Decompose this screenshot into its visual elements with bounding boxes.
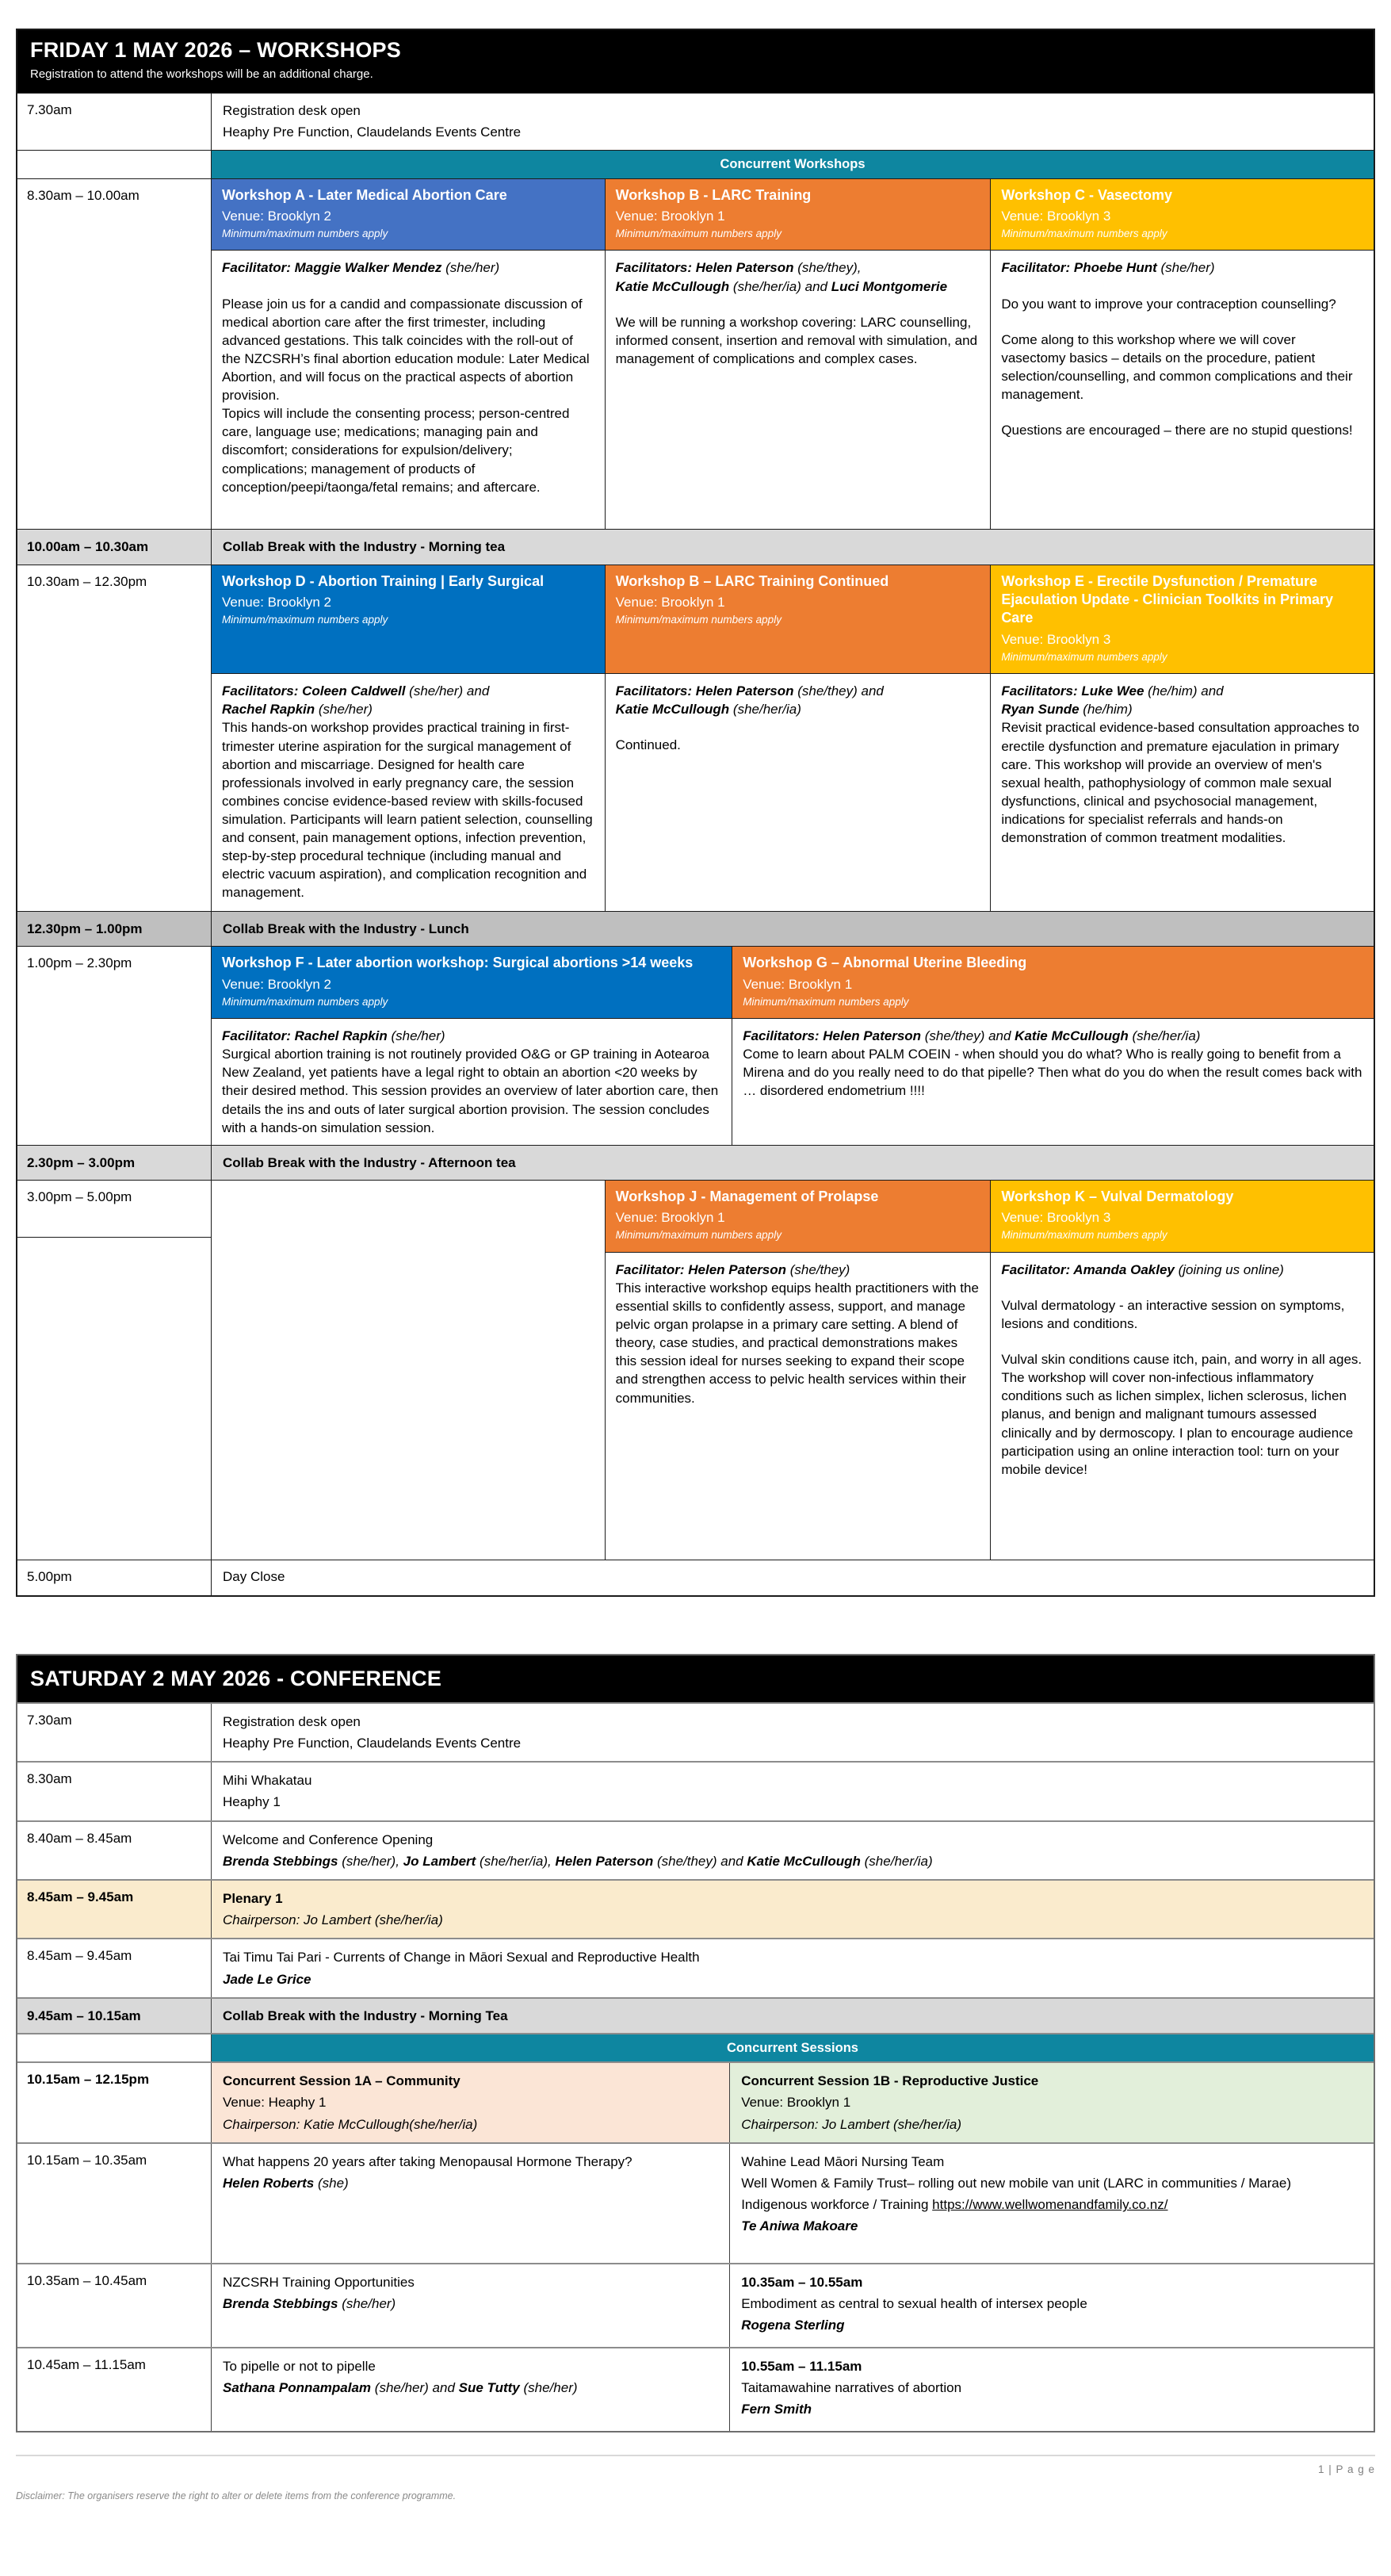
time-cell: 8.40am – 8.45am xyxy=(17,1822,212,1879)
workshop-c-title: Workshop C - Vasectomy xyxy=(1001,186,1173,203)
time-cell: 12.30pm – 1.00pm xyxy=(17,912,212,946)
facilitator-name: Facilitator: Rachel Rapkin xyxy=(222,1028,388,1044)
workshop-a-paragraph: Please join us for a candid and compassionate discussion of medical abortion care after the first trimester, including advanced gestations. This talk coincides with the roll-out of the NZCSRH’s final abortion education module: Later Medical Abortion, and will focus on the practical aspects of abortion provision. xyxy=(222,296,590,404)
workshop-f-header xyxy=(212,947,732,1018)
workshop-d-facilitators xyxy=(222,700,594,718)
session-1b-talk xyxy=(729,2348,1374,2431)
time-cell: 5.00pm xyxy=(17,1560,212,1595)
friday-session-2 xyxy=(17,565,1374,912)
workshop-j-header xyxy=(605,1181,991,1252)
friday-session-1 xyxy=(17,178,1374,530)
session-1a-title: Concurrent Session 1A – Community xyxy=(223,2073,460,2089)
session-1b-talk xyxy=(729,2264,1374,2347)
friday-registration-row xyxy=(17,93,1374,150)
session-1b-header xyxy=(729,2063,1374,2142)
workshop-k-paragraph: Vulval dermatology - an interactive session on symptoms, lesions and conditions. xyxy=(1001,1297,1345,1331)
workshop-a-description xyxy=(212,250,605,529)
facilitator-pronouns: (she/her) and xyxy=(405,683,490,699)
concurrent-workshops-bar: Concurrent Workshops xyxy=(212,151,1374,178)
saturday-conference-table xyxy=(16,1654,1375,2432)
saturday-title: SATURDAY 2 MAY 2026 - CONFERENCE xyxy=(30,1666,442,1690)
workshop-j-paragraph: This interactive workshop equips health practitioners with the essential skills to confidently assess, support, and manage pelvic organ prolapse in a primary care setting. A blend of theory, case studies, and practical demonstrations makes this session ideal for nurses seeking to expand their scope and strengthen access to pelvic health services within their communities. xyxy=(615,1280,979,1406)
time-cell-empty xyxy=(17,151,212,178)
keynote-speaker: Jade Le Grice xyxy=(223,1971,311,1987)
time-cell: 1.00pm – 2.30pm xyxy=(17,947,212,1145)
workshop-b-continued-paragraph: Continued. xyxy=(615,737,681,753)
session-1b-venue: Venue: Brooklyn 1 xyxy=(741,2095,851,2111)
facilitator-name: Facilitator: Amanda Oakley xyxy=(1001,1261,1175,1277)
friday-workshops-table xyxy=(16,29,1375,1597)
registration-venue: Heaphy Pre Function, Claudelands Events Centre xyxy=(223,1736,522,1751)
speaker-name: Helen Paterson xyxy=(555,1853,654,1869)
saturday-registration-row xyxy=(17,1702,1374,1761)
workshop-e-header xyxy=(990,565,1374,674)
speaker-pronouns: (she/her) xyxy=(338,2295,396,2311)
talk-title: What happens 20 years after taking Menopausal Hormone Therapy? xyxy=(223,2153,632,2169)
workshop-c-header xyxy=(990,179,1374,251)
session-1b-chairperson: Chairperson: Jo Lambert (she/her/ia) xyxy=(741,2116,961,2132)
time-cell: 7.30am xyxy=(17,94,212,150)
concurrent-sessions-bar-row xyxy=(17,2033,1374,2061)
facilitator-name: Facilitators: Helen Paterson xyxy=(615,683,794,699)
workshop-d-paragraph: This hands-on workshop provides practical training in first-trimester uterine aspiration for the surgical management of abortion and miscarriage. Designed for health care professionals involved in early pregnancy care, the session combines concise evidence-based review with skills-focused simulation. Participants will learn patient selection, counselling and consent, pain management options, infection prevention, step-by-step procedural technique (including manual and electric vacuum aspiration), and complication recognition and management. xyxy=(222,720,593,901)
workshop-e-description xyxy=(990,673,1374,911)
keynote-title: Tai Timu Tai Pari - Currents of Change in Māori Sexual and Reproductive Health xyxy=(223,1950,700,1965)
workshop-g-note: Minimum/maximum numbers apply xyxy=(743,995,909,1008)
concurrent-row-3 xyxy=(17,2347,1374,2431)
facilitator-pronouns: (she/they) and xyxy=(793,683,884,699)
saturday-day-header-inner xyxy=(17,1655,1374,1702)
registration-cell xyxy=(212,94,1374,150)
facilitator-pronouns: (joining us online) xyxy=(1174,1261,1284,1277)
facilitator-pronouns: (she/her) xyxy=(387,1028,445,1044)
break-label: Collab Break with the Industry - Morning Tea xyxy=(223,2008,508,2023)
facilitator-pronouns: (she/her/ia) xyxy=(729,702,801,718)
concurrent-row-2 xyxy=(17,2263,1374,2347)
workshop-f-venue: Venue: Brooklyn 2 xyxy=(222,976,331,992)
mihi-line: Mihi Whakatau xyxy=(223,1773,312,1789)
session-1b-talk xyxy=(729,2144,1374,2263)
session-1b-title: Concurrent Session 1B - Reproductive Justice xyxy=(741,2073,1039,2089)
speaker-name: Brenda Stebbings xyxy=(223,2295,338,2311)
concurrent-sessions-bar: Concurrent Sessions xyxy=(212,2034,1374,2061)
workshop-d-venue: Venue: Brooklyn 2 xyxy=(222,594,331,610)
welcome-title: Welcome and Conference Opening xyxy=(223,1832,434,1847)
workshop-e-facilitators xyxy=(1001,700,1363,718)
plenary-title: Plenary 1 xyxy=(223,1890,283,1906)
talk-title: NZCSRH Training Opportunities xyxy=(223,2274,415,2290)
workshop-b-facilitators xyxy=(616,278,980,296)
talk-line: Well Women & Family Trust– rolling out new mobile van unit (LARC in communities / Marae) xyxy=(741,2175,1291,2191)
speaker-pronouns: (she/they) and xyxy=(653,1853,747,1869)
time-cell: 9.45am – 10.15am xyxy=(17,1999,212,2033)
empty-slot-cell xyxy=(212,1181,605,1560)
welcome-row xyxy=(17,1820,1374,1879)
workshop-e-venue: Venue: Brooklyn 3 xyxy=(1001,631,1111,647)
workshop-a-note: Minimum/maximum numbers apply xyxy=(222,228,388,240)
workshop-j-note: Minimum/maximum numbers apply xyxy=(615,1229,781,1242)
talk-line xyxy=(741,2194,1362,2215)
speaker-name: Brenda Stebbings xyxy=(223,1853,338,1869)
workshop-k-venue: Venue: Brooklyn 3 xyxy=(1001,1210,1111,1226)
break-label: Collab Break with the Industry - Morning tea xyxy=(223,539,506,555)
facilitator-pronouns: (she/they) xyxy=(786,1261,850,1277)
speaker-name: Sue Tutty xyxy=(458,2379,520,2395)
facilitator-name: Facilitator: Maggie Walker Mendez xyxy=(222,260,442,276)
facilitator-name: Katie McCullough xyxy=(615,702,730,718)
saturday-day-header xyxy=(17,1655,1374,1702)
workshop-k-paragraph: Vulval skin conditions cause itch, pain, and worry in all ages. The workshop will cover non-infectious inflammatory conditions such as lichen simplex, lichen sclerosus, lichen planus, and benign and malignant tumours assessed clinically and by dermoscopy. I plan to encourage audience participation using an online interaction tool: turn on your mobile device! xyxy=(1001,1352,1362,1477)
speaker-name: Helen Roberts xyxy=(223,2175,315,2191)
facilitator-pronouns: (he/him) xyxy=(1079,702,1133,718)
workshop-b-continued-venue: Venue: Brooklyn 1 xyxy=(615,594,725,610)
time-cell: 10.30am – 12.30pm xyxy=(17,565,212,912)
workshop-d-title: Workshop D - Abortion Training | Early Surgical xyxy=(222,572,545,589)
time-label: 3.00pm – 5.00pm xyxy=(17,1181,211,1238)
talk-speaker xyxy=(223,2172,718,2194)
welcome-cell xyxy=(212,1822,1374,1879)
facilitator-pronouns: (she/her) xyxy=(315,702,373,718)
facilitator-name: Katie McCullough xyxy=(615,278,730,294)
workshop-b-description xyxy=(605,250,991,529)
workshop-c-venue: Venue: Brooklyn 3 xyxy=(1001,208,1111,224)
workshop-c-note: Minimum/maximum numbers apply xyxy=(1001,228,1167,240)
speaker-name: Sathana Ponnampalam xyxy=(223,2379,372,2395)
session-1a-talk xyxy=(212,2264,729,2347)
disclaimer-text: Disclaimer: The organisers reserve the right to alter or delete items from the conference programme. xyxy=(16,2490,457,2502)
time-cell: 7.30am xyxy=(17,1704,212,1761)
facilitator-name: Facilitator: Phoebe Hunt xyxy=(1001,260,1157,276)
speaker-pronouns: (she/her/ia), xyxy=(476,1853,556,1869)
registration-venue: Heaphy Pre Function, Claudelands Events Centre xyxy=(223,124,522,140)
workshop-k-header xyxy=(990,1181,1374,1252)
workshop-a-venue: Venue: Brooklyn 2 xyxy=(222,208,331,224)
workshop-k-note: Minimum/maximum numbers apply xyxy=(1001,1229,1167,1242)
workshop-e-note: Minimum/maximum numbers apply xyxy=(1001,650,1167,663)
workshop-k-facilitator xyxy=(1001,1261,1363,1279)
workshop-f-note: Minimum/maximum numbers apply xyxy=(222,995,388,1008)
workshop-b-facilitators xyxy=(616,258,980,277)
speaker-pronouns: (she/her) and xyxy=(371,2379,459,2395)
facilitator-name: Facilitators: Helen Paterson xyxy=(743,1028,922,1044)
workshop-d-facilitators xyxy=(222,682,594,700)
concurrent-row-1 xyxy=(17,2142,1374,2263)
facilitator-name: Facilitator: Helen Paterson xyxy=(615,1261,787,1277)
talk-title: Embodiment as central to sexual health of intersex people xyxy=(741,2295,1087,2311)
workshop-b-header xyxy=(605,179,991,251)
session-1a-talk xyxy=(212,2144,729,2263)
facilitator-pronouns: (she/her) xyxy=(441,260,500,276)
session-1a-venue: Venue: Heaphy 1 xyxy=(223,2095,327,2111)
workshop-g-description xyxy=(732,1018,1374,1145)
break-label: Collab Break with the Industry - Afternoon tea xyxy=(223,1154,516,1170)
workshop-b-note: Minimum/maximum numbers apply xyxy=(615,228,781,240)
facilitator-pronouns: (she/they), xyxy=(793,260,862,276)
session-1a-chairperson: Chairperson: Katie McCullough(she/her/ia) xyxy=(223,2116,478,2132)
workshop-a-paragraph: Topics will include the consenting process; person-centred care, language use; medications; managing pain and discomfort; considerations for expulsion/delivery; complications; management of products of conception/peepi/taonga/fetal remains; and aftercare. xyxy=(222,406,570,495)
mihi-whakatau-row xyxy=(17,1761,1374,1820)
speaker-pronouns: (she) xyxy=(314,2175,349,2191)
workshop-c-paragraph: Questions are encouraged – there are no stupid questions! xyxy=(1001,423,1353,438)
afternoon-tea-break-row xyxy=(17,1145,1374,1180)
facilitator-pronouns: (she/they) and xyxy=(921,1028,1015,1044)
workshop-f-title: Workshop F - Later abortion workshop: Surgical abortions >14 weeks xyxy=(222,955,694,971)
speaker-pronouns: (she/her) xyxy=(519,2379,578,2395)
talk-speakers xyxy=(223,2377,718,2398)
facilitator-name: Facilitators: Luke Wee xyxy=(1001,683,1145,699)
workshop-e-paragraph: Revisit practical evidence-based consultation approaches to erectile dysfunction and premature ejaculation in primary care. This workshop will provide an overview of men's sexual health, pathophysiology of common male sexual dysfunctions, clinical and psychosocial management, indications for specialist referrals and hands-on demonstration of common treatment modalities. xyxy=(1001,720,1360,846)
friday-session-3 xyxy=(17,946,1374,1145)
facilitator-name: Facilitators: Coleen Caldwell xyxy=(222,683,406,699)
talk-title: Taitamawahine narratives of abortion xyxy=(741,2379,962,2395)
speaker-pronouns: (she/her/ia) xyxy=(860,1853,933,1869)
session-1a-talk xyxy=(212,2348,729,2431)
time-cell: 8.45am – 9.45am xyxy=(17,1939,212,1996)
workshop-b-continued-description xyxy=(605,673,991,911)
talk-speaker xyxy=(223,2293,718,2314)
workshop-e-facilitators xyxy=(1001,682,1363,700)
workshop-b-continued-facilitators xyxy=(616,700,980,718)
facilitator-name: Luci Montgomerie xyxy=(831,278,948,294)
workshop-k-description xyxy=(990,1252,1374,1560)
facilitator-name: Katie McCullough xyxy=(1015,1028,1129,1044)
plenary-chairperson: Chairperson: Jo Lambert (she/her/ia) xyxy=(223,1912,443,1928)
break-label: Collab Break with the Industry - Lunch xyxy=(223,921,469,937)
time-cell: 10.00am – 10.30am xyxy=(17,530,212,564)
friday-day-header xyxy=(17,30,1374,93)
talk-speaker: Rogena Sterling xyxy=(741,2318,845,2333)
keynote-cell xyxy=(212,1939,1374,1996)
talk-speaker: Fern Smith xyxy=(741,2402,812,2417)
workshop-k-title: Workshop K – Vulval Dermatology xyxy=(1001,1188,1234,1204)
speaker-pronouns: (she/her), xyxy=(338,1853,403,1869)
facilitator-name: Rachel Rapkin xyxy=(222,702,315,718)
time-cell xyxy=(17,1181,212,1560)
talk-speaker: Te Aniwa Makoare xyxy=(741,2218,858,2234)
time-cell: 2.30pm – 3.00pm xyxy=(17,1146,212,1180)
workshop-a-header xyxy=(212,179,605,251)
plenary-row xyxy=(17,1879,1374,1938)
mihi-cell xyxy=(212,1763,1374,1820)
workshop-g-facilitators xyxy=(743,1027,1363,1045)
morning-tea-break-row xyxy=(17,529,1374,564)
friday-day-header-inner xyxy=(17,30,1374,93)
friday-title: FRIDAY 1 MAY 2026 – WORKSHOPS xyxy=(30,38,401,62)
concurrent-workshops-bar-row xyxy=(17,150,1374,178)
registration-cell xyxy=(212,1704,1374,1761)
talk-title: To pipelle or not to pipelle xyxy=(223,2358,376,2374)
workshop-a-facilitator xyxy=(222,258,594,277)
time-cell: 8.30am – 10.00am xyxy=(17,179,212,530)
workshop-c-paragraph: Come along to this workshop where we will cover vasectomy basics – details on the procedure, patient selection/counselling, and common complications and their management. xyxy=(1001,331,1353,402)
plenary-cell xyxy=(212,1881,1374,1938)
registration-line: Registration desk open xyxy=(223,103,361,119)
workshop-c-paragraph: Do you want to improve your contraception counselling? xyxy=(1001,296,1336,312)
workshop-d-header xyxy=(212,565,605,674)
workshop-d-description xyxy=(212,673,605,911)
workshop-j-description xyxy=(605,1252,991,1560)
page-number: 1 | P a g e xyxy=(1317,2463,1375,2475)
workshop-g-paragraph: Come to learn about PALM COEIN - when should you do what? Who is really going to benefit from a Mirena and do you really need to do that pipelle? Then what do you do when the result comes back with … disordered endometrium !!!! xyxy=(743,1047,1362,1099)
workshop-b-continued-facilitators xyxy=(616,682,980,700)
registration-line: Registration desk open xyxy=(223,1713,361,1729)
workshop-j-title: Workshop J - Management of Prolapse xyxy=(615,1188,879,1204)
talk-line-text: Indigenous workforce / Training xyxy=(741,2197,933,2213)
workshop-b-continued-header xyxy=(605,565,991,674)
mihi-venue: Heaphy 1 xyxy=(223,1794,281,1810)
time-cell: 10.35am – 10.45am xyxy=(17,2264,212,2347)
time-cell: 10.15am – 12.15pm xyxy=(17,2063,212,2142)
time-cell: 10.45am – 11.15am xyxy=(17,2348,212,2431)
workshop-f-description xyxy=(212,1018,732,1145)
workshop-b-continued-note: Minimum/maximum numbers apply xyxy=(615,614,781,626)
workshop-a-title: Workshop A - Later Medical Abortion Care xyxy=(222,186,507,203)
workshop-d-note: Minimum/maximum numbers apply xyxy=(222,614,388,626)
welcome-speakers xyxy=(223,1851,1362,1872)
keynote-row xyxy=(17,1938,1374,1996)
workshop-b-paragraph: We will be running a workshop covering: LARC counselling, informed consent, insertion and removal with simulation, and management of complications and complex cases. xyxy=(615,314,978,366)
saturday-morning-tea-row xyxy=(17,1997,1374,2033)
speaker-name: Jo Lambert xyxy=(403,1853,476,1869)
friday-subtitle: Registration to attend the workshops will be an additional charge. xyxy=(30,67,373,82)
facilitator-name: Facilitators: Helen Paterson xyxy=(615,260,794,276)
talk-line: Wahine Lead Māori Nursing Team xyxy=(741,2153,945,2169)
time-cell-empty xyxy=(17,2034,212,2061)
facilitator-pronouns: (she/her) xyxy=(1156,260,1215,276)
facilitator-pronouns: (he/him) and xyxy=(1144,683,1224,699)
friday-session-4 xyxy=(17,1180,1374,1560)
facilitator-pronouns: (she/her/ia) xyxy=(1128,1028,1201,1044)
workshop-e-title: Workshop E - Erectile Dysfunction / Premature Ejaculation Update - Clinician Toolkits in Primary Care xyxy=(1001,572,1334,626)
time-cell: 10.15am – 10.35am xyxy=(17,2144,212,2263)
facilitator-pronouns: (she/her/ia) and xyxy=(729,278,831,294)
workshop-c-facilitator xyxy=(1001,258,1363,277)
workshop-g-venue: Venue: Brooklyn 1 xyxy=(743,976,853,992)
workshop-j-facilitator xyxy=(616,1261,980,1279)
talk-time: 10.35am – 10.55am xyxy=(741,2274,863,2290)
day-close-label: Day Close xyxy=(223,1568,285,1584)
time-cell: 8.30am xyxy=(17,1763,212,1820)
workshop-g-title: Workshop G – Abnormal Uterine Bleeding xyxy=(743,955,1027,971)
workshop-b-venue: Venue: Brooklyn 1 xyxy=(615,208,725,224)
workshop-b-continued-title: Workshop B – LARC Training Continued xyxy=(615,572,889,589)
day-close-row xyxy=(17,1560,1374,1595)
workshop-f-paragraph: Surgical abortion training is not routinely provided O&G or GP training in Aotearoa New Zealand, yet patients have a legal right to obtain an abortion <20 weeks by their desired method. This session provides an overview of later abortion care, then details the ins and outs of later surgical abortion provision. The session concludes with a hands-on simulation session. xyxy=(222,1047,719,1135)
workshop-c-description xyxy=(990,250,1374,529)
concurrent-session-headers-row xyxy=(17,2061,1374,2142)
workshop-j-venue: Venue: Brooklyn 1 xyxy=(615,1210,725,1226)
workshop-g-header xyxy=(732,947,1374,1018)
talk-time: 10.55am – 11.15am xyxy=(741,2358,862,2374)
facilitator-name: Ryan Sunde xyxy=(1001,702,1080,718)
workshop-f-facilitator xyxy=(222,1027,721,1045)
session-1a-header xyxy=(212,2063,729,2142)
speaker-name: Katie McCullough xyxy=(747,1853,861,1869)
time-cell: 8.45am – 9.45am xyxy=(17,1881,212,1938)
lunch-break-row xyxy=(17,911,1374,946)
wellwomenandfamily-link[interactable]: https://www.wellwomenandfamily.co.nz/ xyxy=(932,2197,1168,2213)
workshop-b-title: Workshop B - LARC Training xyxy=(615,186,812,203)
footer-divider xyxy=(16,2455,1375,2456)
